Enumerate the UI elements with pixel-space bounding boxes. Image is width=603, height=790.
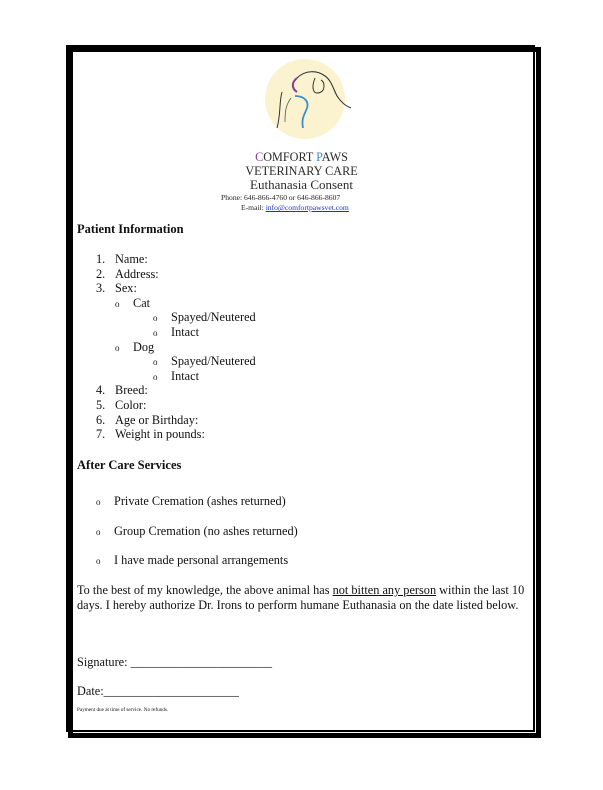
list-number: 7. [96,427,106,442]
email-line [241,203,349,212]
field-label-sex: Sex: [115,281,137,296]
field-label-name: Name: [115,252,148,266]
option-label-spayed-neutered: Spayed/Neutered [171,310,256,325]
option-label-dog: Dog [133,339,155,354]
aftercare-option-private[interactable] [96,494,286,510]
consent-text-end: within the last 10 days. I hereby authorize Dr. Irons to perform humane Euthanasia on the date listed below. [77,583,525,612]
option-label-intact: Intact [171,325,199,339]
cat-option-intact[interactable] [153,325,199,341]
patient-info-heading: Patient Information [77,222,184,236]
option-label-personal-arrangements: I have made personal arrangements [114,553,289,567]
list-number: 2. [96,266,106,281]
field-label-address: Address: [115,266,159,281]
list-number: 1. [96,252,106,266]
clinic-name-part-1: OMFORT [263,150,317,164]
consent-text-start: To the best of my knowledge, the above animal has [77,583,333,597]
cat-option-spayed-neutered[interactable] [153,310,256,326]
circle-bullet-icon: o [96,556,101,566]
phone-line: Phone: 646-866-4760 or 646-866-8607 [221,193,341,202]
circle-bullet-icon: o [115,342,120,353]
circle-bullet-icon: o [153,357,158,368]
date-label: Date: [77,684,104,698]
clinic-name-part-2: AWS [321,150,348,164]
list-number: 4. [96,383,106,398]
circle-bullet-icon: o [96,527,101,537]
list-number: 5. [96,398,106,412]
option-label-spayed-neutered: Spayed/Neutered [171,354,256,369]
sex-option-dog[interactable] [115,340,154,356]
clinic-name-letter-p: P [316,150,322,164]
aftercare-option-group[interactable] [96,524,298,540]
option-label-group-cremation: Group Cremation (no ashes returned) [114,524,298,538]
sex-option-cat[interactable] [115,296,150,312]
consent-text-underlined: not bitten any person [332,583,437,597]
email-label: E-mail: [241,203,266,212]
option-label-cat: Cat [133,295,151,310]
date-line[interactable]: ______________________ [103,684,239,698]
signature-label: Signature: [77,655,131,669]
circle-bullet-icon: o [153,371,158,382]
aftercare-option-personal[interactable] [96,553,288,569]
list-item-age [96,413,198,428]
after-care-heading: After Care Services [77,458,182,472]
option-label-private-cremation: Private Cremation (ashes returned) [114,494,286,508]
list-item-color [96,398,146,413]
date-field[interactable] [77,684,239,699]
list-number: 3. [96,281,106,296]
field-label-age: Age or Birthday: [115,412,199,427]
list-item-name [96,252,148,267]
dog-option-intact[interactable] [153,369,199,385]
dog-option-spayed-neutered[interactable] [153,354,256,370]
circle-bullet-icon: o [115,298,120,309]
clinic-name [0,150,603,164]
field-label-color: Color: [115,398,147,412]
signature-line[interactable]: _______________________ [130,655,273,669]
payment-note: Payment due at time of service. No refunds. [77,707,169,713]
field-label-weight: Weight in pounds: [115,427,205,442]
consent-paragraph [77,583,537,613]
list-item-sex [96,281,137,296]
clinic-subtitle: VETERINARY CARE [245,164,358,178]
list-number: 6. [96,412,106,427]
option-label-intact: Intact [171,368,199,383]
circle-bullet-icon: o [153,313,158,324]
list-item-weight [96,427,205,442]
comfort-paws-logo-icon [255,58,355,140]
list-item-breed [96,383,148,398]
clinic-name-letter-c: C [255,150,264,164]
email-link[interactable]: info@comfortpawsvet.com [265,203,349,212]
document-title: Euthanasia Consent [250,177,353,192]
list-item-address [96,267,159,282]
field-label-breed: Breed: [115,383,148,398]
signature-field[interactable] [77,655,272,670]
circle-bullet-icon: o [153,328,158,338]
circle-bullet-icon: o [96,497,101,507]
